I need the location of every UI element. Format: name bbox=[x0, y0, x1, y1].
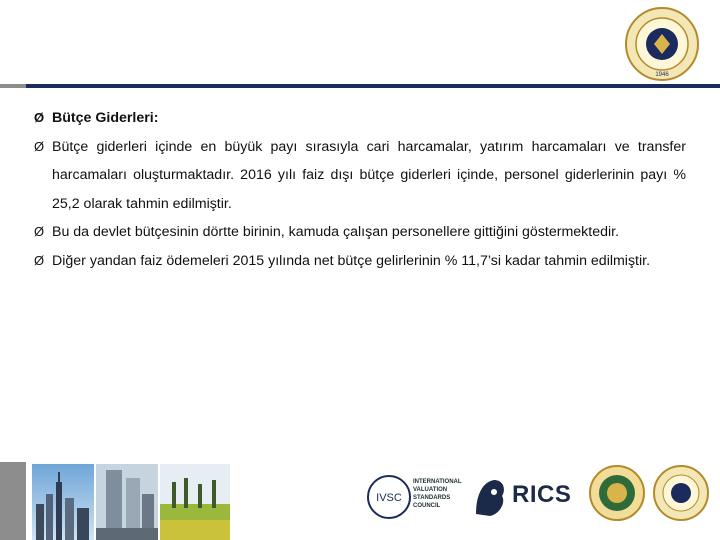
ivsc-logo-icon bbox=[366, 474, 412, 520]
bullet-text: Bütçe giderleri içinde en büyük payı sırasıyla cari harcamalar, yatırım harcamaları ve transfer harcamaları oluşturmaktadır. 2016 yılı faiz dışı bütçe giderleri içinde, personel giderlerinin payı % 25,2 olarak tahmin edilmiştir. bbox=[52, 138, 686, 212]
landscape-photo bbox=[160, 464, 230, 540]
bullet-arrow-icon: Ø bbox=[34, 138, 45, 154]
bullet-arrow-icon: Ø bbox=[34, 252, 45, 268]
logo-year: 1946 bbox=[655, 72, 669, 78]
bullet-arrow-icon: Ø bbox=[34, 110, 45, 125]
bullet-item bbox=[34, 218, 686, 247]
bullet-heading bbox=[34, 104, 686, 133]
bullet-arrow-icon: Ø bbox=[34, 224, 45, 239]
city-photo-2 bbox=[96, 464, 158, 540]
university-logo-icon bbox=[624, 6, 700, 82]
bullet-item bbox=[34, 247, 686, 276]
bullet-text: Diğer yandan faiz ödemeleri 2015 yılında net bütçe gelirlerinin % 11,7’si kadar tahmin edilmiştir. bbox=[52, 252, 651, 269]
university-seal-icon bbox=[652, 464, 710, 522]
header-rule bbox=[0, 84, 720, 88]
ivsc-label: INTERNATIONAL VALUATION STANDARDS COUNCIL bbox=[413, 479, 462, 509]
ivsc-abbrev: IVSC bbox=[376, 492, 402, 504]
header-rule-accent bbox=[0, 84, 26, 88]
bullet-text: Bu da devlet bütçesinin dörtte birinin, kamuda çalışan personellere gittiğini göstermektedir. bbox=[52, 224, 620, 240]
rics-lion-icon bbox=[470, 474, 510, 520]
bullet-item bbox=[34, 133, 686, 219]
bullet-text: Bütçe Giderleri: bbox=[52, 110, 159, 126]
rics-logo-text: RICS bbox=[512, 481, 572, 508]
gold-seal-icon bbox=[588, 464, 646, 522]
slide-content bbox=[34, 104, 686, 275]
footer-side-strip bbox=[0, 462, 26, 540]
city-photo-1 bbox=[32, 464, 94, 540]
